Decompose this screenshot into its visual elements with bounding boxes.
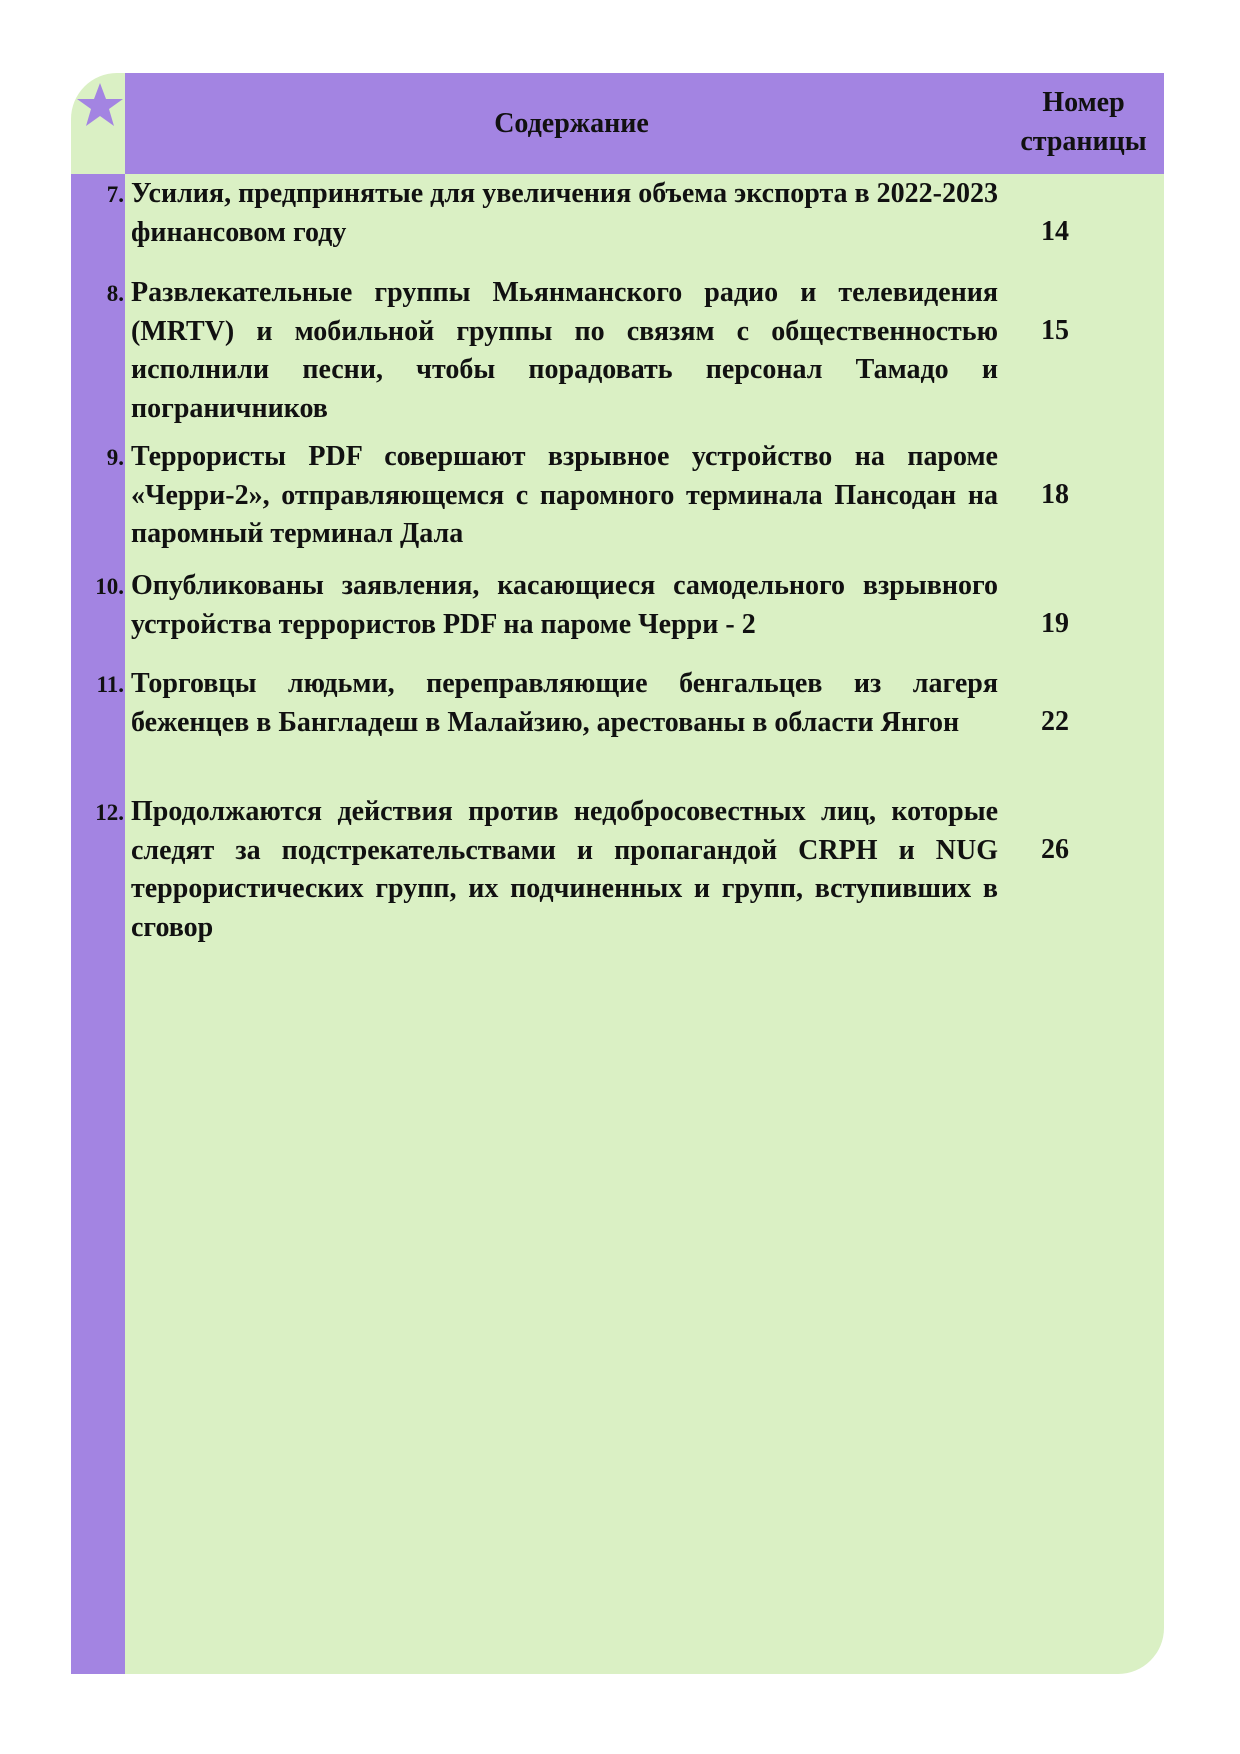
entry-title: Продолжаются действия против недобросовестных лиц, которые следят за подстрекательствами и пропагандой CRPH и NUG террористических групп, их подчиненных и групп, вступивших в сговор xyxy=(131,796,998,943)
entry-number: 12. xyxy=(95,800,124,825)
entry-number: 9. xyxy=(106,445,124,470)
entry-number: 7. xyxy=(106,182,124,207)
entry-page-number: 19 xyxy=(1041,608,1069,639)
star-icon xyxy=(76,81,124,129)
contents-heading: Содержание xyxy=(494,107,649,139)
entry-page-number: 18 xyxy=(1041,479,1069,510)
page-number-heading-line1: Номер xyxy=(1042,87,1125,118)
contents-panel xyxy=(71,73,1164,1674)
page-number-heading-line2: страницы xyxy=(1020,126,1147,157)
entry-number: 10. xyxy=(95,574,124,599)
entry-title: Развлекательные группы Мьянманского радио и телевидения (MRTV) и мобильной группы по связям с общественностью исполнили песни, чтобы порадовать персонал Тамадо и пограничников xyxy=(131,277,998,424)
page-number-heading xyxy=(1003,83,1164,161)
entry-title: Усилия, предпринятые для увеличения объема экспорта в 2022-2023 финансовом году xyxy=(131,178,998,248)
entry-title: Опубликованы заявления, касающиеся самодельного взрывного устройства террористов PDF на пароме Черри - 2 xyxy=(131,570,998,640)
entry-page-number: 26 xyxy=(1041,834,1069,865)
entry-title: Террористы PDF совершают взрывное устройство на пароме «Черри-2», отправляющемся с паромного терминала Пансодан на паромный терминал Дала xyxy=(131,441,998,549)
entry-page-number: 22 xyxy=(1041,706,1069,737)
entry-page-number: 14 xyxy=(1041,216,1069,247)
entry-title: Торговцы людьми, переправляющие бенгальцев из лагеря беженцев в Бангладеш в Малайзию, арестованы в области Янгон xyxy=(131,668,998,738)
entry-number: 8. xyxy=(106,281,124,306)
entry-number: 11. xyxy=(96,672,124,697)
side-bar xyxy=(71,174,125,1674)
entry-page-number: 15 xyxy=(1041,315,1069,346)
